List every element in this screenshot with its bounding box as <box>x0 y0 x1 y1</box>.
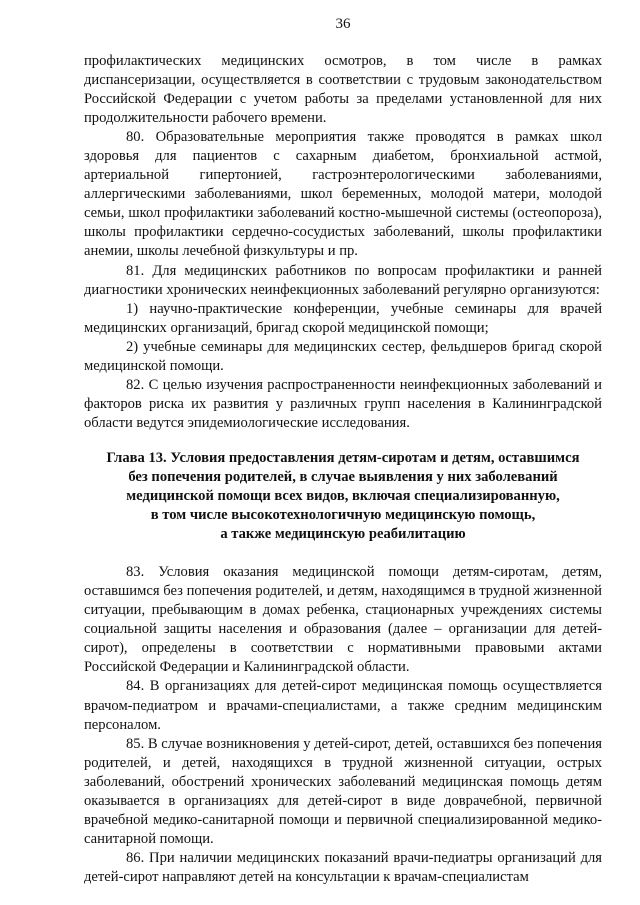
paragraph-81-item-2: 2) учебные семинары для медицинских сестер, фельдшеров бригад скорой медицинской помощи. <box>84 338 602 374</box>
chapter-heading <box>84 449 602 544</box>
chapter-heading-line: без попечения родителей, в случае выявления у них заболеваний <box>128 468 558 485</box>
paragraph-81: 81. Для медицинских работников по вопросам профилактики и ранней диагностики хронических неинфекционных заболеваний регулярно организуются: <box>84 262 602 298</box>
chapter-heading-line: медицинской помощи всех видов, включая специализированную, <box>126 488 560 505</box>
paragraph-84: 84. В организациях для детей-сирот медицинская помощь осуществляется врачом-педиатром и врачами-специалистами, а также средним медицинским персоналом. <box>84 678 602 733</box>
paragraph-85: 85. В случае возникновения у детей-сирот, детей, оставшихся без попечения родителей, и детей, находящихся в трудной жизненной ситуации, острых заболеваний, обострений хронических заболеваний медицинская помощь детям оказывается в организациях для детей-сирот в виде доврачебной, первичной врачебной медико-санитарной помощи и первичной специализированной медико-санитарной помощи. <box>84 735 603 847</box>
paragraph-continuation: профилактических медицинских осмотров, в том числе в рамках диспансеризации, осуществляется в соответствии с трудовым законодательством Российской Федерации с учетом работы за пределами установленной для них продолжительности рабочего времени. <box>84 53 602 127</box>
body-bottom <box>84 563 602 887</box>
paragraph-81-item-1: 1) научно-практические конференции, учебные семинары для врачей медицинских организаций, бригад скорой медицинской помощи; <box>84 300 602 336</box>
page-number: 36 <box>335 16 351 32</box>
chapter-heading-line: в том числе высокотехнологичную медицинскую помощь, <box>150 507 536 524</box>
paragraph-86: 86. При наличии медицинских показаний врачи-педиатры организаций для детей-сирот направляют детей на консультации к врачам-специалистам <box>84 849 602 885</box>
paragraph-80: 80. Образовательные мероприятия также проводятся в рамках школ здоровья для пациентов с сахарным диабетом, бронхиальной астмой, артериальной гипертонией, гастроэнтерологическими заболеваниями, аллергическими заболеваниями, школ беременных, молодой матери, молодой семьи, школ профилактики заболеваний костно-мышечной системы (остеопороза), школы профилактики сердечно-сосудистых заболеваний, школы профилактики анемии, школы лечебной физкультуры и пр. <box>84 129 602 260</box>
chapter-heading-line: а также медицинскую реабилитацию <box>220 526 466 543</box>
body-top <box>84 52 602 433</box>
paragraph-83: 83. Условия оказания медицинской помощи детям-сиротам, детям, оставшимся без попечения родителей, и детям, находящимся в трудной жизненной ситуации, пребывающим в домах ребенка, стационарных учреждениях системы социальной защиты населения и образования (далее – организации для детей-сирот), определены в соответствии с нормативными правовыми актами Российской Федерации и Калининградской области. <box>84 564 602 676</box>
paragraph-82: 82. С целью изучения распространенности неинфекционных заболеваний и факторов риска их развития у различных групп населения в Калининградской области ведутся эпидемиологические исследования. <box>84 376 602 431</box>
chapter-heading-line: Глава 13. Условия предоставления детям-сиротам и детям, оставшимся <box>106 449 580 466</box>
